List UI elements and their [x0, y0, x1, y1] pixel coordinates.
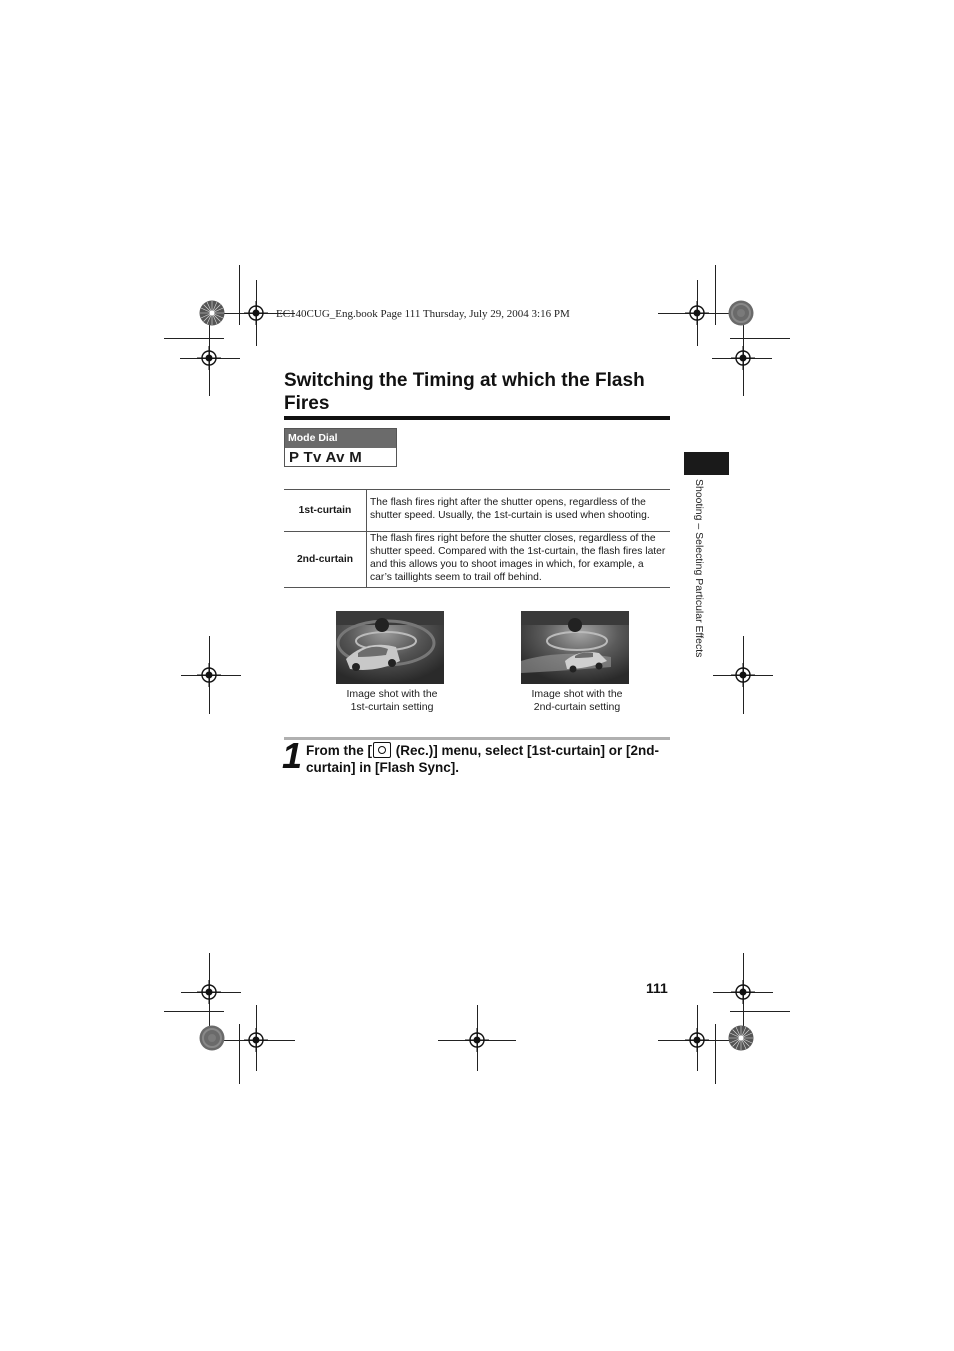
- crop-line: [715, 1024, 716, 1084]
- crop-line: [730, 1011, 790, 1012]
- step-text-part: (Rec.)] menu, select [1st-curtain] or [2nd-curtain] in [Flash Sync].: [306, 743, 660, 775]
- registration-mark-icon: [685, 301, 709, 325]
- caption-line: 1st-curtain setting: [350, 700, 434, 713]
- crop-line: [164, 338, 224, 339]
- row-description: The flash fires right before the shutter closes, regardless of the shutter speed. Compared with the 1st-curtain, the flash fires later and this allows you to shoot images in which, for example, a car’s taillights seem to trail off behind.: [367, 532, 671, 588]
- crop-line: [239, 1024, 240, 1084]
- flash-sync-table: [284, 489, 670, 588]
- row-description: The flash fires right after the shutter opens, regardless of the shutter speed. Usually, the 1st-curtain is used when shooting.: [367, 490, 671, 532]
- step-text-part: From the [: [306, 743, 372, 758]
- book-info-line: EC140CUG_Eng.book Page 111 Thursday, July 29, 2004 3:16 PM: [276, 308, 570, 320]
- registration-mark-icon: [244, 1028, 268, 1052]
- mode-dial-label: Mode Dial: [285, 429, 396, 448]
- row-label: 2nd-curtain: [284, 532, 367, 588]
- section-tab: [684, 452, 729, 475]
- step-number: 1: [282, 735, 303, 776]
- color-target-icon: [728, 1025, 754, 1051]
- registration-mark-icon: [465, 1028, 489, 1052]
- registration-mark-icon: [685, 1028, 709, 1052]
- table-row: [284, 532, 670, 588]
- color-target-icon: [728, 300, 754, 326]
- crop-line: [164, 1011, 224, 1012]
- step-instruction: [306, 742, 676, 776]
- registration-mark-icon: [197, 980, 221, 1004]
- step-rule: [284, 737, 670, 740]
- registration-mark-icon: [731, 980, 755, 1004]
- crop-line: [239, 265, 240, 325]
- color-target-icon: [199, 1025, 225, 1051]
- mode-dial-values: P Tv Av M: [289, 449, 362, 466]
- caption-line: Image shot with the: [346, 688, 438, 700]
- registration-mark-icon: [244, 301, 268, 325]
- caption-line: 2nd-curtain setting: [533, 700, 621, 713]
- registration-mark-icon: [731, 346, 755, 370]
- title-underline: [284, 416, 670, 420]
- image-caption: [322, 688, 462, 713]
- registration-mark-icon: [197, 663, 221, 687]
- image-caption: [507, 688, 647, 713]
- mode-dial-box: [284, 428, 397, 467]
- crop-line: [715, 265, 716, 325]
- photo-2nd-curtain: [521, 611, 629, 684]
- registration-mark-icon: [197, 346, 221, 370]
- photo-1st-curtain: [336, 611, 444, 684]
- crop-line: [730, 338, 790, 339]
- color-target-icon: [199, 300, 225, 326]
- page-title: Switching the Timing at which the Flash Fires: [284, 370, 645, 414]
- table-row: [284, 490, 670, 532]
- camera-rec-icon: [373, 742, 391, 758]
- caption-line: Image shot with the: [531, 688, 623, 700]
- section-tab-label: Shooting – Selecting Particular Effects: [693, 479, 705, 658]
- page-number: 111: [646, 980, 668, 996]
- row-label: 1st-curtain: [284, 490, 367, 532]
- registration-mark-icon: [731, 663, 755, 687]
